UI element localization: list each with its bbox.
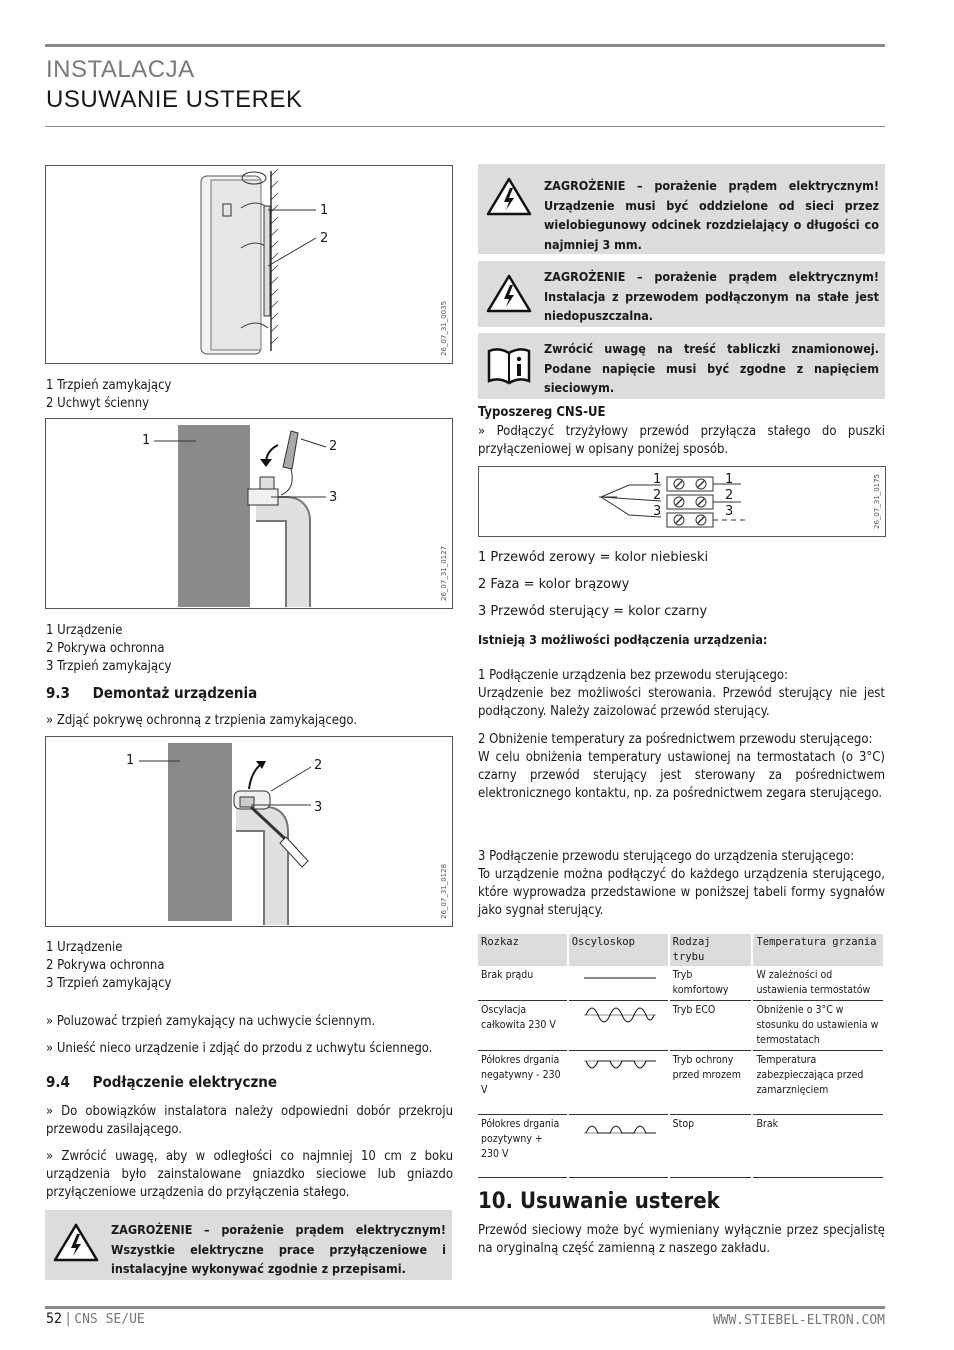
wall-bracket-drawing <box>46 166 452 363</box>
legend-item: 2 Uchwyt ścienny <box>46 396 150 411</box>
cell-mode: Tryb ochrony przed mrozem <box>669 1051 753 1115</box>
table-row <box>478 966 884 1001</box>
cell-temperature: Brak <box>752 1115 884 1178</box>
section-9-4-heading <box>46 1073 277 1091</box>
no-current-waveform <box>572 968 664 988</box>
table-header-row <box>478 934 884 966</box>
fig3-callout-1: 1 <box>126 753 135 768</box>
fig3-callout-2: 2 <box>314 758 323 773</box>
option-heading: 1 Podłączenie urządzenia bez przewodu sterującego: <box>478 668 788 683</box>
page-number: 52 <box>46 1311 63 1327</box>
cell-oscilloscope <box>568 966 669 1001</box>
terminal-label: 3 <box>725 504 734 519</box>
wire-neutral: 1 Przewód zerowy = kolor niebieski <box>478 550 709 565</box>
cell-mode: Tryb ECO <box>669 1001 753 1051</box>
figure-remove-cover <box>45 736 453 927</box>
options-title: Istnieją 3 możliwości podłączenia urządzenia: <box>478 632 768 647</box>
option-text: Urządzenie bez możliwości sterowania. Przewód sterujący nie jest podłączony. Należy zaizolować przewód sterujący. <box>478 686 885 719</box>
legend-item: 1 Trzpień zamykający <box>46 378 172 393</box>
bullet-cable-cross-section: » Do obowiązków instalatora należy odpowiedni dobór przekroju przewodu zasilającego. <box>46 1104 453 1137</box>
bullet-socket-distance: » Zwrócić uwagę, aby w odległości co najmniej 10 cm z boku urządzenia było zainstalowane gniazdko sieciowe lub gniazdo przyłączeniowe urządzenia do przyłączenia stałego. <box>46 1149 453 1200</box>
manual-info-icon <box>486 345 532 385</box>
series-instruction: » Podłączyć trzyżyłowy przewód przyłącza stałego do puszki przyłączeniowej w opisany poniżej sposób. <box>478 424 885 457</box>
cell-mode: Stop <box>669 1115 753 1178</box>
cell-temperature: Temperatura zabezpieczająca przed zamarznięciem <box>752 1051 884 1115</box>
column-header: Rodzaj trybu <box>669 934 753 966</box>
header-rule-bottom <box>45 126 885 127</box>
info-text: Zwrócić uwagę na treść tabliczki znamionowej. Podane napięcie musi być zgodne z napięciem sieciowym. <box>544 341 879 395</box>
fig1-legend <box>46 377 171 413</box>
footer-url: WWW.STIEBEL-ELTRON.COM <box>712 1313 885 1328</box>
cell-oscilloscope <box>568 1051 669 1115</box>
control-signal-table <box>478 934 885 1178</box>
footer-rule <box>45 1306 885 1309</box>
warning-box-fixed-cable <box>478 261 885 327</box>
step-lift-device: » Unieść nieco urządzenie i zdjąć do przodu z uchwytu ściennego. <box>46 1041 433 1056</box>
option-text: To urządzenie można podłączyć do każdego urządzenia sterującego, które wyprowadza przedstawione w poniższej tabeli formy sygnałów jako sygnał sterujący. <box>478 867 885 918</box>
cell-command: Półokres drgania pozytywny + 230 V <box>478 1115 568 1178</box>
column-header: Rozkaz <box>478 934 568 966</box>
figure-terminal-block <box>478 466 886 537</box>
section-number: 9.4 <box>46 1073 70 1091</box>
cell-command: Brak prądu <box>478 966 568 1001</box>
page-title: USUWANIE USTEREK <box>46 86 303 113</box>
column-header: Temperatura grzania <box>752 934 884 966</box>
high-voltage-warning-icon <box>53 1222 99 1262</box>
fig2-legend <box>46 622 171 676</box>
wire-control: 3 Przewód sterujący = kolor czarny <box>478 604 708 619</box>
cell-command: Oscylacja całkowita 230 V <box>478 1001 568 1051</box>
section-title: Podłączenie elektryczne <box>92 1073 278 1091</box>
document-code: CNS SE/UE <box>74 1312 145 1327</box>
fig2-callout-2: 2 <box>329 439 338 454</box>
terminal-block-drawing <box>479 467 885 536</box>
figure-id: 26_07_31_0127 <box>440 545 448 601</box>
section-9-3-heading <box>46 684 257 702</box>
fig2-callout-1: 1 <box>142 433 151 448</box>
figure-id: 26_07_31_0175 <box>873 473 881 529</box>
warning-text: ZAGROŻENIE – porażenie prądem elektrycznym! Urządzenie musi być oddzielone od sieci przez wielobiegunowy odcinek rozdzielający o długości co najmniej 3 mm. <box>544 178 879 252</box>
legend-item: 2 Pokrywa ochronna <box>46 641 165 656</box>
legend-item: 3 Trzpień zamykający <box>46 659 172 674</box>
terminal-label: 1 <box>725 472 734 487</box>
terminal-label: 1 <box>653 472 662 487</box>
full-wave-waveform <box>572 1003 664 1027</box>
terminal-labels-right <box>725 472 733 520</box>
legend-item: 1 Urządzenie <box>46 623 123 638</box>
legend-item: 3 Trzpień zamykający <box>46 976 172 991</box>
figure-protective-cover <box>45 418 453 609</box>
terminal-label: 2 <box>653 488 662 503</box>
option-heading: 3 Podłączenie przewodu sterującego do urządzenia sterującego: <box>478 849 855 864</box>
step-remove-cover: » Zdjąć pokrywę ochronną z trzpienia zamykającego. <box>46 713 358 728</box>
wire-phase: 2 Faza = kolor brązowy <box>478 577 630 592</box>
table-row <box>478 1001 884 1051</box>
cell-command: Półokres drgania negatywny - 230 V <box>478 1051 568 1115</box>
warning-text: ZAGROŻENIE – porażenie prądem elektrycznym! Wszystkie elektryczne prace przyłączeniowe i instalacyjne wykonywać zgodnie z przepisami. <box>111 1222 446 1276</box>
fig1-callout-2: 2 <box>320 231 329 246</box>
step-loosen-pin: » Poluzować trzpień zamykający na uchwycie ściennym. <box>46 1014 376 1029</box>
header-rule-top <box>45 44 885 47</box>
figure-wall-bracket <box>45 165 453 364</box>
fig2-callout-3: 3 <box>329 490 338 505</box>
high-voltage-warning-icon <box>486 273 532 313</box>
protective-cover-drawing <box>46 419 452 608</box>
fig3-legend <box>46 939 171 993</box>
terminal-label: 3 <box>653 504 662 519</box>
remove-cover-drawing <box>46 737 452 926</box>
figure-id: 26_07_31_0035 <box>440 300 448 356</box>
cell-oscilloscope <box>568 1115 669 1178</box>
section-10-heading: 10. Usuwanie usterek <box>478 1189 720 1214</box>
option-2 <box>478 731 885 803</box>
high-voltage-warning-icon <box>486 176 532 216</box>
header-section: INSTALACJA <box>46 56 195 83</box>
cell-oscilloscope <box>568 1001 669 1051</box>
warning-text: ZAGROŻENIE – porażenie prądem elektrycznym! Instalacja z przewodem podłączonym na stałe jest niedopuszczalna. <box>544 269 879 323</box>
series-title: Typoszereg CNS-UE <box>478 405 606 420</box>
section-number: 9.3 <box>46 684 70 702</box>
positive-half-wave-waveform <box>572 1117 664 1141</box>
option-text: W celu obniżenia temperatury ustawionej na termostatach (o 3°C) czarny przewód sterujący jest sterowany za pośrednictwem elektronicznego kontaktu, np. za pośrednictwem zegara sterującego. <box>478 750 885 801</box>
terminal-label: 2 <box>725 488 734 503</box>
cell-mode: Tryb komfortowy <box>669 966 753 1001</box>
fig3-callout-3: 3 <box>314 800 323 815</box>
cell-temperature: Obniżenie o 3°C w stosunku do ustawienia w termostatach <box>752 1001 884 1051</box>
option-1 <box>478 667 885 721</box>
table-row <box>478 1115 884 1178</box>
section-title: Demontaż urządzenia <box>92 684 258 702</box>
section-10-text: Przewód sieciowy może być wymieniany wyłącznie przez specjalistę na oryginalną część zamienną z naszego zakładu. <box>478 1223 885 1256</box>
cell-temperature: W zależności od ustawienia termostatów <box>752 966 884 1001</box>
fig1-callout-1: 1 <box>320 203 329 218</box>
table-row <box>478 1051 884 1115</box>
figure-id: 26_07_31_0128 <box>440 863 448 919</box>
option-3 <box>478 848 885 920</box>
footer-left: 52 | CNS SE/UE <box>46 1311 145 1327</box>
legend-item: 2 Pokrywa ochronna <box>46 958 165 973</box>
warning-box-disconnect <box>478 164 885 254</box>
legend-item: 1 Urządzenie <box>46 940 123 955</box>
column-header: Oscyloskop <box>568 934 669 966</box>
warning-box-installation <box>45 1210 452 1280</box>
option-heading: 2 Obniżenie temperatury za pośrednictwem przewodu sterującego: <box>478 732 873 747</box>
info-box-nameplate <box>478 333 885 399</box>
terminal-labels-left <box>653 472 661 520</box>
negative-half-wave-waveform <box>572 1053 664 1077</box>
